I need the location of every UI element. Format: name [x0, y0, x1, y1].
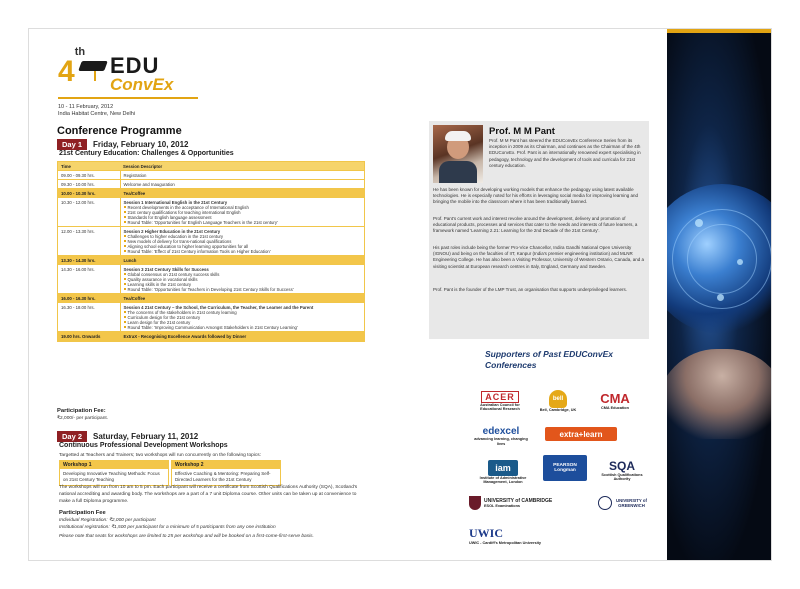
- row-session: [120, 294, 364, 303]
- session-item: Learning skills in the 21st century: [124, 282, 362, 287]
- hand-graphic: [667, 349, 772, 439]
- logo-convex: ConvEx: [110, 75, 174, 94]
- greenwich-logo: [595, 489, 651, 517]
- session-item: 21st century qualifications for teaching international English: [124, 210, 362, 215]
- globe-orbit-line: [687, 224, 757, 294]
- row-time: 13.30 - 14.30 hrs.: [58, 256, 120, 265]
- uwic-mark: UWIC: [469, 526, 504, 541]
- event-date: 10 - 11 February, 2012: [58, 104, 114, 110]
- table-row: [58, 265, 364, 294]
- row-time: 16.00 - 16.30 hrs.: [58, 294, 120, 303]
- day1-fee-value: ₹2,000/- per participant.: [57, 416, 109, 421]
- session-item: Recent developments in the acceptance of International English: [124, 205, 362, 210]
- session-item: Round Table: 'Improving Communication Amongst Stakeholders in 21st Century Learning': [124, 325, 362, 330]
- session-item: Standards for English language assessment: [124, 215, 362, 220]
- workshop-1-text: Developing Innovative Teaching Methods: Focus on 21st Century Teaching: [63, 471, 160, 482]
- session-item: Challenges to higher education in the 21st century: [124, 234, 362, 239]
- col-header-session: Session Descriptor: [120, 162, 364, 171]
- session-title: Lunch: [123, 257, 137, 263]
- workshop-2-title: Workshop 2: [172, 461, 280, 469]
- day1-badge: Day 1: [57, 139, 87, 150]
- row-time: 09.30 - 10.00 hrs.: [58, 180, 120, 189]
- iam-caption: Institute of Administrative Management, London: [479, 475, 527, 484]
- session-item: Global consensus on 21st century success skills: [124, 272, 362, 277]
- logo-edu: EDU: [110, 53, 160, 78]
- day1-header: [57, 139, 188, 150]
- day2-header: [57, 431, 198, 442]
- row-session: [120, 265, 364, 294]
- table-row: [58, 198, 364, 227]
- row-time: 09.00 - 09.30 hrs.: [58, 171, 120, 180]
- brochure-spread: [28, 28, 772, 561]
- event-venue: India Habitat Centre, New Delhi: [58, 111, 136, 117]
- session-item: Curriculum design for the 21st century: [124, 315, 362, 320]
- workshop-2-text: Effective Coaching & Mentoring: Preparing Self-Directed Learners for the 21st Century: [175, 471, 271, 482]
- table-row: [58, 227, 364, 256]
- bell-caption: Bell, Cambridge, UK: [539, 407, 577, 412]
- speaker-bio-4: His past roles include being the former Pro-Vice Chancellor, Indira Gandhi National Open University (IGNOU) and being on the faculties of IIT, Kanpur (India's premier engineering institution) and MLNR Engineering College. He has also been a Visiting Professor, University of Western Ontario, Canada, and a visiting scientist at European research centres in Italy, England, Germany and Sweden.: [433, 245, 644, 269]
- extralearn-mark: extra+learn: [559, 429, 603, 439]
- cma-mark: CMA: [600, 391, 630, 407]
- row-time: 12.00 - 13.30 hrs.: [58, 227, 120, 256]
- workshop-1-box: [59, 460, 169, 486]
- speaker-bio-3: Prof. Pant's current work and interest revolve around the development, delivery and promotion of educational products, processes and services that cater to the needs and interests of future learners, a framework named 'Learning 2.21: Learning for the 2nd Decade of the 21st Century'.: [433, 216, 638, 234]
- sqa-mark: SQA: [608, 458, 635, 473]
- row-session: [120, 227, 364, 256]
- edexcel-mark: edexcel: [482, 426, 520, 437]
- light-node: [695, 219, 703, 227]
- uwic-caption: UWIC - Cardiff's Metropolitan University: [469, 541, 541, 546]
- extralearn-logo: [545, 427, 617, 441]
- row-time: 16.30 - 18.00 hrs.: [58, 303, 120, 332]
- light-node: [737, 259, 743, 265]
- event-logo: [54, 46, 204, 123]
- row-session: [120, 189, 364, 198]
- row-session: [120, 332, 364, 341]
- day2-date: Saturday, February 11, 2012: [93, 432, 199, 441]
- row-time: 14.30 - 16.00 hrs.: [58, 265, 120, 294]
- day2-fee-institutional: Institutional registration: ₹1,500 per participant for a minimum of 5 participants from any one institution: [59, 525, 276, 530]
- cambridge-mark: UNIVERSITY of CAMBRIDGE: [484, 497, 553, 504]
- day2-fee-individual: Individual Registration: ₹2,000 per participant: [59, 518, 156, 523]
- day2-disclaimer: Please note that seats for workshops are limited to 25 per workshop and will be booked on a first-come-first-serve basis.: [59, 534, 314, 539]
- session-item: Round Table: 'Effect of 21st Century information Tools on Higher Education': [124, 249, 362, 254]
- acer-mark: ACER: [481, 391, 519, 403]
- session-item: Aligning school education to higher learning opportunities for all: [124, 244, 362, 249]
- session-title: Session 1 International English in the 21st Century: [123, 199, 228, 205]
- speaker-name: Prof. M M Pant: [489, 126, 555, 137]
- photo-body: [439, 161, 477, 183]
- col-header-time: Time: [58, 162, 120, 171]
- cambridge-logo: [469, 491, 565, 515]
- speaker-photo: [433, 125, 483, 183]
- pearson-logo: [543, 455, 587, 481]
- speaker-panel: [429, 121, 649, 339]
- cma-caption: CMA Education: [601, 406, 629, 411]
- cambridge-caption: ESOL Examinations: [484, 503, 521, 508]
- programme-title: Conference Programme: [57, 125, 182, 137]
- iam-mark: iam: [488, 460, 518, 476]
- supporters-title: Supporters of Past EDUConvEx Conferences: [485, 349, 613, 370]
- session-title: Session 2 Higher Education in the 21st Century: [123, 228, 221, 234]
- row-time: 10.30 - 12.00 hrs.: [58, 198, 120, 227]
- speaker-bio-2: He has been known for developing working models that enhance the pedagogy using latest available technologies. He is especially noted for his efforts in leveraging social media for improving learning and bringing the mobile into the classroom where it has been traditionally banned.: [433, 187, 639, 205]
- session-title: Tea/Coffee: [123, 295, 146, 301]
- session-title: Registration: [123, 172, 147, 178]
- table-row: [58, 294, 364, 303]
- row-session: [120, 303, 364, 332]
- row-time: 10.00 - 10.30 hrs.: [58, 189, 120, 198]
- day2-badge: Day 2: [57, 431, 87, 442]
- bell-logo: [533, 382, 583, 420]
- session-item: Round Table: 'Opportunities for Teachers in Developing 21st Century Skills for Success': [124, 287, 362, 292]
- sqa-logo: [593, 453, 651, 487]
- session-item: The concerns of the stakeholders in 21st century learning: [124, 310, 362, 315]
- photo-hair: [445, 131, 471, 141]
- table-row: [58, 171, 364, 180]
- day2-fee-label: Participation Fee: [59, 510, 106, 516]
- acer-caption: Australian Council for Educational Research: [480, 402, 520, 411]
- row-session: [120, 198, 364, 227]
- greenwich-crest-icon: [598, 496, 612, 510]
- cma-logo: [587, 384, 643, 418]
- day2-intro: Targetted at Teachers and Trainers; two workshops will run concurrently on the following topics:: [59, 453, 262, 458]
- pearson-mark: PEARSON Longman: [553, 463, 577, 473]
- bell-mark: bell: [549, 390, 567, 408]
- edexcel-logo: [473, 425, 529, 447]
- cover-image: [667, 29, 772, 561]
- speaker-bio-1: Prof. M M Pant has steered the EDUConvEx Conference Series from its inception in 2009 as its Chairman, and continues as the Chairman of the 4th EDUConvEx. Prof. Pant is an internationally renowned expert specialising in pedagogy, technology and the development of tools and curricula for 21st century education.: [489, 138, 641, 168]
- day1-date: Friday, February 10, 2012: [93, 140, 189, 149]
- day2-note: The workshops will run from 10 am to 5 pm. Each participant will receive a certificate from Scottish Qualifications Authority (SQA), Scotland's national accrediting and awarding body. The workshops are a part of a 7 unit Diploma course. Other units can be taken up at convenience to make a full Diploma programme.: [59, 485, 358, 504]
- graduation-cap-icon: [78, 61, 108, 71]
- table-row: [58, 256, 364, 265]
- day1-fee-label: Participation Fee:: [57, 408, 106, 414]
- row-session: [120, 256, 364, 265]
- day2-theme: Continuous Professional Development Workshops: [59, 442, 228, 449]
- iam-logo: [473, 455, 533, 489]
- session-item: Quality assurance in vocational skills: [124, 277, 362, 282]
- session-item: New models of delivery for trans-national qualifications: [124, 239, 362, 244]
- edexcel-caption: advancing learning, changing lives: [474, 437, 528, 446]
- session-title: Tea/Coffee: [123, 190, 146, 196]
- cover-gold-bar: [667, 29, 772, 33]
- acer-logo: [475, 384, 525, 418]
- sqa-caption: Scottish Qualifications Authority: [601, 472, 643, 481]
- speaker-bio-5: Prof. Pant is the founder of the LMP Trust, an organisation that supports underprivileged learners.: [433, 287, 628, 292]
- light-node: [717, 294, 724, 301]
- logo-divider: [58, 97, 198, 99]
- session-item: Round Table: 'Opportunities for English Language Teachers in the 21st century': [124, 220, 362, 225]
- row-time: 19.00 hrs. Onwards: [58, 332, 120, 341]
- logo-number: 4th: [58, 46, 86, 88]
- session-item: Learn design for the 21st century: [124, 320, 362, 325]
- table-row: [58, 332, 364, 341]
- row-session: [120, 171, 364, 180]
- cambridge-shield-icon: [469, 496, 481, 510]
- session-title: Welcome and Inauguration: [123, 181, 175, 187]
- tassel-icon: [94, 71, 96, 81]
- table-row: [58, 303, 364, 332]
- session-title: ExtraX - Recognising Excellence Awards followed by Dinner: [123, 333, 247, 339]
- table-row: [58, 180, 364, 189]
- session-title: Session 3 21st Century Skills for Success: [123, 266, 209, 272]
- workshop-2-box: [171, 460, 281, 486]
- row-session: [120, 180, 364, 189]
- day1-theme: 21st Century Education: Challenges & Opportunities: [59, 150, 234, 157]
- programme-table: [57, 161, 365, 342]
- session-title: Session 4 21st Century – the School, the Curriculum, the Teacher, the Learner and the Parent: [123, 304, 314, 310]
- greenwich-mark: UNIVERSITY of GREENWICH: [616, 498, 647, 508]
- uwic-logo: [469, 519, 559, 553]
- workshop-1-title: Workshop 1: [60, 461, 168, 469]
- table-row: [58, 189, 364, 198]
